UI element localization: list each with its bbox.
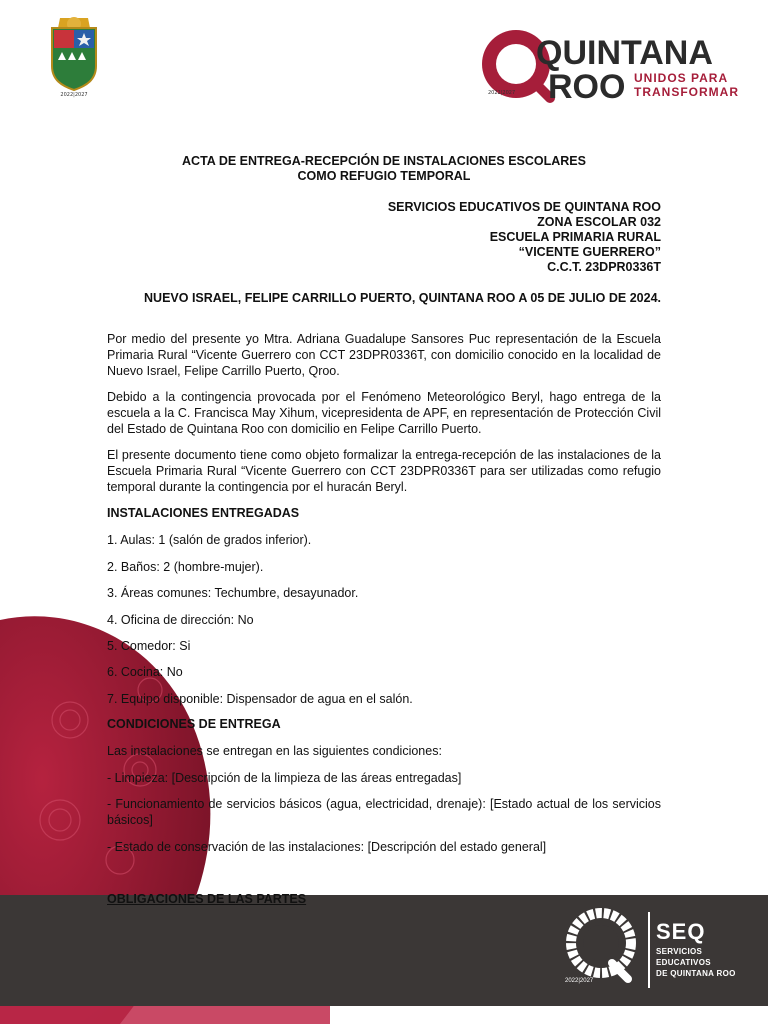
list-item: - Limpieza: [Descripción de la limpieza de las áreas entregadas] xyxy=(107,771,462,785)
seq-line-1: SERVICIOS xyxy=(656,947,703,956)
seq-logo xyxy=(656,920,736,979)
state-crest-icon xyxy=(46,14,102,100)
list-item: 4. Oficina de dirección: No xyxy=(107,613,254,627)
section-heading-conditions: CONDICIONES DE ENTREGA xyxy=(107,717,281,731)
brand-tagline-2: TRANSFORMAR xyxy=(634,85,739,99)
footer-divider xyxy=(648,912,650,988)
seq-title: SEQ xyxy=(656,919,706,944)
list-item: 5. Comedor: Si xyxy=(107,639,191,653)
list-item: - Estado de conservación de las instalaciones: [Descripción del estado general] xyxy=(107,840,547,854)
brand-line-2: ROO xyxy=(548,68,626,106)
footer-band xyxy=(0,895,768,1006)
conditions-intro: Las instalaciones se entregan en las siguientes condiciones: xyxy=(107,744,442,758)
section-heading-installations: INSTALACIONES ENTREGADAS xyxy=(107,506,300,520)
brand-tagline-1: UNIDOS PARA xyxy=(634,71,729,85)
title-line-2: COMO REFUGIO TEMPORAL xyxy=(297,169,471,183)
paragraph-1: Por medio del presente yo Mtra. Adriana Guadalupe Sansores Puc representación de la Escuela Primaria Rural “Vicente Guerrero con CCT 23DPR0336T, con domicilio conocido en la localidad de Nuevo Israel, Felipe Carrillo Puerto, Qroo. xyxy=(107,332,661,378)
institution-line: “VICENTE GUERRERO” xyxy=(518,245,661,259)
list-item: 2. Baños: 2 (hombre-mujer). xyxy=(107,560,264,574)
paragraph-3: El presente documento tiene como objeto formalizar la entrega-recepción de las instalaciones de la Escuela Primaria Rural “Vicente Guerrero con CCT 23DPR0336T para ser utilizadas como refugio temporal durante la contingencia por el huracán Beryl. xyxy=(107,448,661,494)
title-line-1: ACTA DE ENTREGA-RECEPCIÓN DE INSTALACIONES ESCOLARES xyxy=(182,154,586,168)
institution-line: C.C.T. 23DPR0336T xyxy=(547,260,661,274)
list-item: 7. Equipo disponible: Dispensador de agua en el salón. xyxy=(107,692,413,706)
footer-years: 2022|2027 xyxy=(565,978,594,984)
document-title xyxy=(100,154,668,184)
seq-line-2: EDUCATIVOS xyxy=(656,958,711,967)
list-item: 6. Cocina: No xyxy=(107,665,183,679)
institution-block xyxy=(300,200,661,275)
brand-years: 2022|2027 xyxy=(488,90,516,96)
institution-line: ZONA ESCOLAR 032 xyxy=(537,215,661,229)
institution-line: ESCUELA PRIMARIA RURAL xyxy=(489,230,661,244)
brand-line-1: QUINTANA xyxy=(536,34,713,72)
list-item: - Funcionamiento de servicios básicos (agua, electricidad, drenaje): [Estado actual de los servicios básicos] xyxy=(107,797,661,827)
quintana-roo-logo xyxy=(478,16,739,106)
section-heading-obligations: OBLIGACIONES DE LAS PARTES xyxy=(107,892,307,906)
list-item: 3. Áreas comunes: Techumbre, desayunador. xyxy=(107,586,359,600)
seq-line-3: DE QUINTANA ROO xyxy=(656,969,736,978)
place-date: NUEVO ISRAEL, FELIPE CARRILLO PUERTO, QUINTANA ROO A 05 DE JULIO DE 2024. xyxy=(144,291,661,305)
institution-line: SERVICIOS EDUCATIVOS DE QUINTANA ROO xyxy=(387,200,661,214)
crest-years: 2022|2027 xyxy=(60,92,88,98)
paragraph-2: Debido a la contingencia provocada por el Fenómeno Meteorológico Beryl, hago entrega de la escuela a la C. Francisca May Xihum, vicepresidenta de APF, en representación de Protección Civil del Estado de Quintana Roo con domicilio en Felipe Carrillo Puerto. xyxy=(107,390,661,436)
list-item: 1. Aulas: 1 (salón de grados inferior). xyxy=(107,533,312,547)
